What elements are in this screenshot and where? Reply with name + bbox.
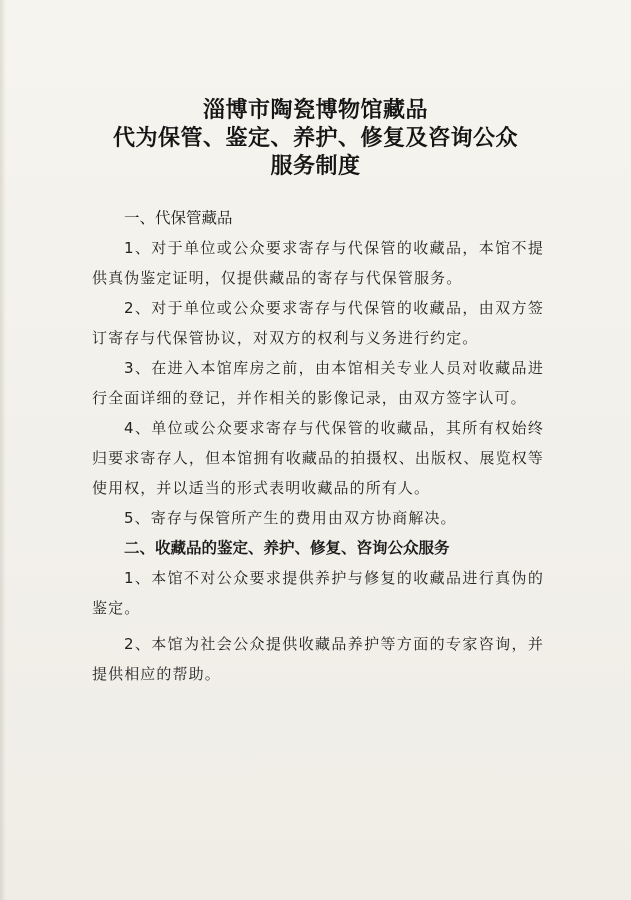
paragraph: 1、对于单位或公众要求寄存与代保管的收藏品，本馆不提供真伪鉴定证明，仅提供藏品的寄存与代保管服务。 bbox=[92, 239, 544, 287]
paragraph: 4、单位或公众要求寄存与代保管的收藏品，其所有权始终归要求寄存人，但本馆拥有收藏品的拍摄权、出版权、展览权等使用权，并以适当的形式表明收藏品的所有人。 bbox=[92, 419, 544, 497]
title-line-1: 淄博市陶瓷博物馆藏品 bbox=[202, 97, 428, 123]
paragraph: 2、对于单位或公众要求寄存与代保管的收藏品，由双方签订寄存与代保管协议，对双方的权利与义务进行约定。 bbox=[92, 299, 544, 347]
section-appraisal-services bbox=[92, 533, 544, 689]
title-line-3: 服务制度 bbox=[270, 153, 361, 179]
section-heading: 二、收藏品的鉴定、养护、修复、咨询公众服务 bbox=[124, 539, 450, 557]
paragraph: 3、在进入本馆库房之前，由本馆相关专业人员对收藏品进行全面详细的登记，并作相关的影像记录，由双方签字认可。 bbox=[92, 359, 544, 407]
title-line-2: 代为保管、鉴定、养护、修复及咨询公众 bbox=[112, 125, 518, 151]
section-heading: 一、代保管藏品 bbox=[124, 209, 233, 227]
paragraph: 5、寄存与保管所产生的费用由双方协商解决。 bbox=[124, 509, 457, 527]
document-title bbox=[0, 96, 631, 180]
paragraph: 1、本馆不对公众要求提供养护与修复的收藏品进行真伪的鉴定。 bbox=[92, 569, 544, 617]
section-custody bbox=[92, 203, 544, 533]
document-body bbox=[92, 203, 544, 689]
paragraph: 2、本馆为社会公众提供收藏品养护等方面的专家咨询，并提供相应的帮助。 bbox=[92, 635, 544, 683]
